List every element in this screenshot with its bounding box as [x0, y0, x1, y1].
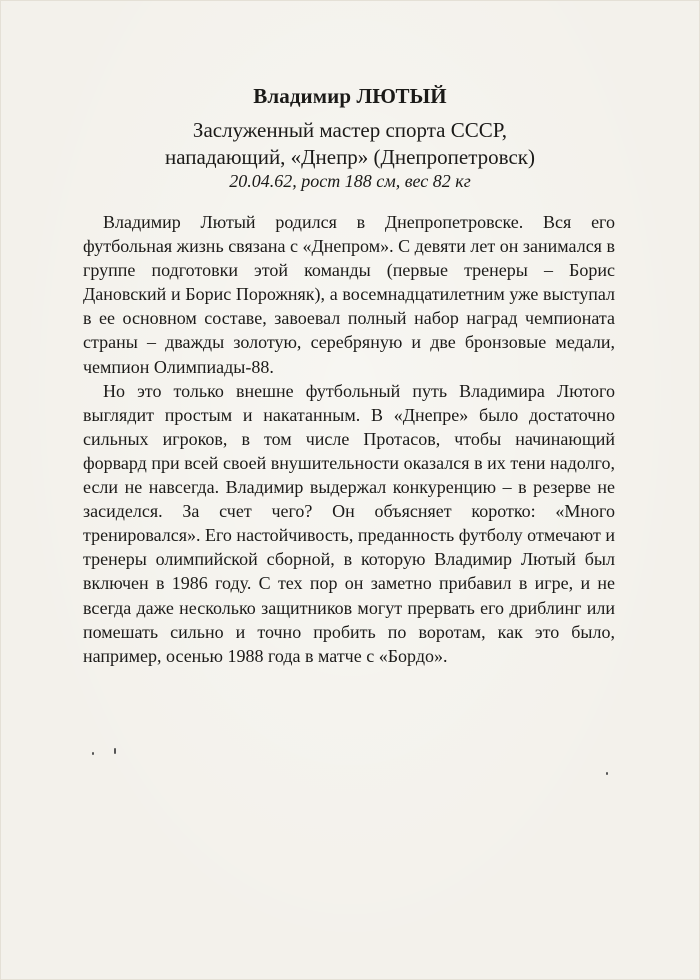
paper-speck — [606, 772, 608, 775]
paper-speck — [92, 752, 94, 755]
player-title-line-1: Заслуженный мастер спорта СССР, — [192, 118, 508, 142]
player-title-line-2: нападающий, «Днепр» (Днепропетровск) — [165, 145, 535, 169]
player-info-line: 20.04.62, рост 188 см, вес 82 кг — [229, 171, 471, 191]
biography-text — [83, 210, 615, 668]
biography-paragraph-1: Владимир Лютый родился в Днепропетровске. Вся его футбольная жизнь связана с «Днепром». С девяти лет он занимался в группе подготовки этой команды (первые тренеры – Борис Дановский и Борис Порожняк), а восемнадцатилетним уже выступал в ее основном составе, завоевал полный набор наград чемпионата страны – дважды золотую, серебряную и две бронзовые медали, чемпион Олимпиады-88. — [83, 212, 615, 377]
biography-paragraph-2: Но это только внешне футбольный путь Владимира Лютого выглядит простым и накатанным. В «Днепре» было достаточно сильных игроков, в том числе Протасов, чтобы начинающий форвард при всей своей внушительности оказался в их тени надолго, если не навсегда. Владимир выдержал конкуренцию – в резерве не засиделся. За счет чего? Он объясняет коротко: «Много тренировался». Его настойчивость, преданность футболу отмечают и тренеры олимпийской сборной, в которую Владимир Лютый был включен в 1986 году. С тех пор он заметно прибавил в игре, и не всегда даже несколько защитников могут прервать его дриблинг или помешать сильно и точно пробить по воротам, как это было, например, осенью 1988 года в матче с «Бордо». — [83, 380, 615, 666]
paper-speck — [114, 748, 116, 754]
player-name-heading: Владимир ЛЮТЫЙ — [253, 84, 447, 108]
